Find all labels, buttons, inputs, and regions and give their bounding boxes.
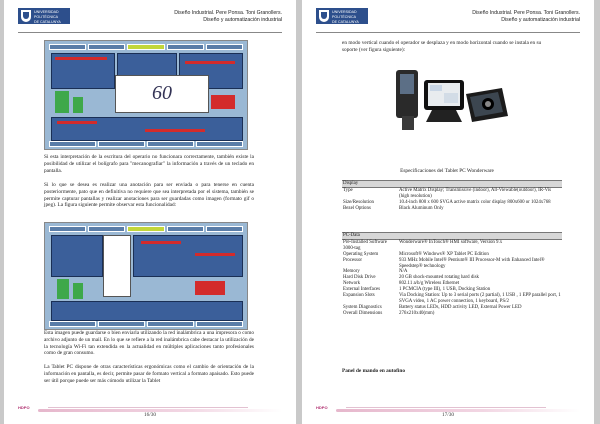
spec-key: Expansion Slots: [343, 293, 375, 299]
footer-logo: HDPO: [316, 405, 328, 410]
table-header-row: [342, 181, 562, 188]
hmi-tab: [88, 226, 125, 232]
footer-rule: [48, 407, 248, 408]
table-row: [342, 206, 562, 212]
tablet-on-dock: [424, 80, 464, 122]
hmi-button: [196, 321, 243, 327]
spec-value: N/A: [399, 269, 408, 275]
hmi-screenshot-1: [44, 40, 248, 150]
signature-text: 60: [152, 82, 172, 104]
hmi-button: [49, 321, 96, 327]
spec-key: External Interfaces: [343, 287, 381, 293]
spec-key: System Diagnostics: [343, 304, 382, 310]
paragraph-3: Esta imagen puede guardarse o bien enviarla utilizando la red inalámbrica a una impresora o como archivo adjunto de un mail. En lo que se refiere a la red inalámbrica cabe destacar la utilización de la tecnología Wi-Fi tan extendida en la actualidad en múltiples aplicaciones tanto profesionales como de gran consumo.: [44, 330, 254, 357]
spec-value: 10.4-inch 800 x 600 SVGA active matrix color display 800x600 or 1024x768: [399, 199, 551, 205]
table-row: [342, 187, 562, 199]
hmi-tab: [167, 44, 204, 50]
hmi-bottom-buttons: [49, 141, 243, 147]
hmi-tank: [73, 97, 83, 113]
spec-key: Processor: [343, 257, 363, 263]
hmi-tank: [55, 91, 69, 113]
shield-icon: [319, 10, 329, 22]
paragraph-top: en modo vertical cuando el operador se desplaza y en modo horizontal cuando se instala en su soporte (ver figura siguiente):: [342, 40, 542, 53]
hmi-bottom-buttons: [49, 321, 243, 327]
hmi-button: [49, 141, 96, 147]
spec-table-pc-data: [342, 232, 562, 317]
hmi-red-bar: [141, 241, 181, 244]
spec-key: Bezel Options: [343, 205, 371, 211]
hmi-red-bar: [145, 129, 205, 132]
hmi-red-bar: [55, 57, 107, 60]
spec-key: PC-Data: [342, 233, 398, 240]
hmi-tab: [127, 226, 164, 232]
spec-key: Size/Resolution: [343, 199, 374, 205]
hmi-tab: [167, 226, 204, 232]
paragraph-4: La Tablet PC dispone de otras características ergonómicas como el cambio de orientación de la información en pantalla, es decir, permite pasar de formato vertical a formato apaisado. Esto puede ser útil porque puede ser más cómodo utilizar la Tablet: [44, 364, 254, 384]
spec-value: Active Matrix Display; Transmissive (indoor), All-Viewable(outdoor), IR-Vis (high resolution): [399, 187, 552, 199]
page-number: 16/30: [143, 412, 157, 418]
table-row: [342, 293, 562, 305]
hmi-tab: [206, 44, 243, 50]
hmi-tab: [49, 226, 86, 232]
spec-value: [398, 233, 562, 240]
spec-key: Type: [343, 187, 353, 193]
spec-key: Overall Dimensions: [343, 310, 383, 316]
spec-value: 1 PCMCIA (type III), 1 USB, Docking Station: [399, 287, 491, 293]
hmi-panel: [117, 53, 177, 77]
table-row: [342, 239, 562, 251]
spec-value: Via Docking Station: Up to 3 serial ports (2 partial), 1 USB , 1 EPP parallel port, 1 SVGA video, 1 AC power connection, 1 keyboard, PS/2: [399, 293, 561, 304]
spec-value: [398, 181, 562, 188]
tablet-pc-photo: [392, 60, 512, 140]
hmi-red-block: [211, 95, 235, 109]
hmi-button: [98, 321, 145, 327]
hmi-button: [147, 141, 194, 147]
hmi-tank: [73, 283, 83, 299]
page-right: [302, 0, 594, 424]
spec-value: Black Aluminum Only: [399, 205, 444, 211]
hmi-red-block: [195, 281, 225, 295]
paragraph-1: Si esta interpretación de la escritura del operario no funcionara correctamente, también existe la posibilidad de utilizar el bolígrafo para "mecanografiar" la información a través de un teclado en pantalla.: [44, 154, 254, 174]
tablet-in-holster: [396, 70, 418, 130]
header-line2: Diseño y automatización industrial: [501, 17, 580, 23]
spec-value: Wonderware® InTouch® HMI software, Version 9.x: [399, 239, 503, 245]
page-header: [174, 10, 282, 24]
spec-key: Pre-Installed Software 3000-tag: [343, 239, 387, 251]
spec-key: Operating System: [343, 251, 379, 257]
page-number: 17/30: [441, 412, 455, 418]
spec-value: Battery status LEDs, HDD activity LED, External Power LED: [399, 304, 522, 310]
table-row: [342, 311, 562, 317]
page-header: [472, 10, 580, 24]
hmi-tab: [88, 44, 125, 50]
spec-table-display: [342, 180, 562, 212]
spec-key: Network: [343, 281, 361, 287]
header-line2: Diseño y automatización industrial: [203, 17, 282, 23]
university-logo: [18, 8, 70, 24]
tablet-landscape: [466, 88, 508, 122]
spec-value: 933 MHz Mobile Intel® Pentium® III Processor-M with Enhanced Intel® Speedstep® technology: [399, 257, 545, 269]
hmi-red-bar: [185, 61, 235, 64]
logo-line2: DE CATALUNYA: [332, 20, 359, 24]
hmi-screenshot-2: [44, 222, 248, 330]
section-note: Panel de mando en autofino: [342, 368, 405, 374]
hmi-red-bar: [195, 253, 235, 256]
hmi-button: [147, 321, 194, 327]
shield-icon: [21, 10, 31, 22]
spec-key: Hard Disk Drive: [343, 275, 376, 281]
hmi-tab-bar: [49, 44, 243, 50]
signature-pad: [115, 75, 209, 113]
header-divider: [316, 32, 580, 33]
logo-line1: UNIVERSIDAD POLITÉCNICA: [34, 10, 59, 19]
paragraph-2: Si lo que se desea es realizar una anotación para ser enviada o para tenerse en cuenta posteriormente, pato que en definitiva no requiere que sea interpretada por el sistema, también se permite capturar pantallas y realizar anotaciones para ser guardadas como imagen (formato gif o jpeg). La figura siguiente permite observar esta funcionalidad:: [44, 182, 254, 209]
hmi-tab: [206, 226, 243, 232]
spec-value: 276x210x40(mm): [399, 310, 435, 316]
header-line1: Diseño Industrial. Pere Ponsa. Toni Granollers.: [472, 10, 580, 16]
logo-line2: DE CATALUNYA: [34, 20, 61, 24]
logo-line1: UNIVERSIDAD POLITÉCNICA: [332, 10, 357, 19]
hmi-tab: [49, 44, 86, 50]
hmi-tank: [57, 279, 69, 299]
header-divider: [18, 32, 282, 33]
page-left: [4, 0, 296, 424]
hmi-button: [196, 141, 243, 147]
table-row: [342, 258, 562, 270]
hmi-panel: [51, 235, 103, 277]
spec-value: Microsoft® Windows® XP Tablet PC Edition: [399, 251, 489, 257]
hmi-tab: [127, 44, 164, 50]
hmi-tab-bar: [49, 226, 243, 232]
spec-value: 20 GB shock-mounted rotating hard disk: [399, 275, 480, 281]
context-menu: [103, 235, 131, 297]
footer-rule: [346, 407, 546, 408]
spec-caption: Especificaciones del Tablet PC Wonderware: [400, 168, 494, 174]
hmi-red-bar: [57, 121, 97, 124]
table-header-row: [342, 233, 562, 240]
header-line1: Diseño Industrial. Pere Ponsa. Toni Granollers.: [174, 10, 282, 16]
hmi-bottom-panel: [51, 301, 243, 321]
spec-value: 802.11 a/b/g Wireless Ethernet: [399, 281, 460, 287]
spec-key: Memory: [343, 269, 360, 275]
footer-logo: HDPO: [18, 405, 30, 410]
hmi-button: [98, 141, 145, 147]
spec-key: Display: [342, 181, 398, 188]
university-logo: [316, 8, 368, 24]
